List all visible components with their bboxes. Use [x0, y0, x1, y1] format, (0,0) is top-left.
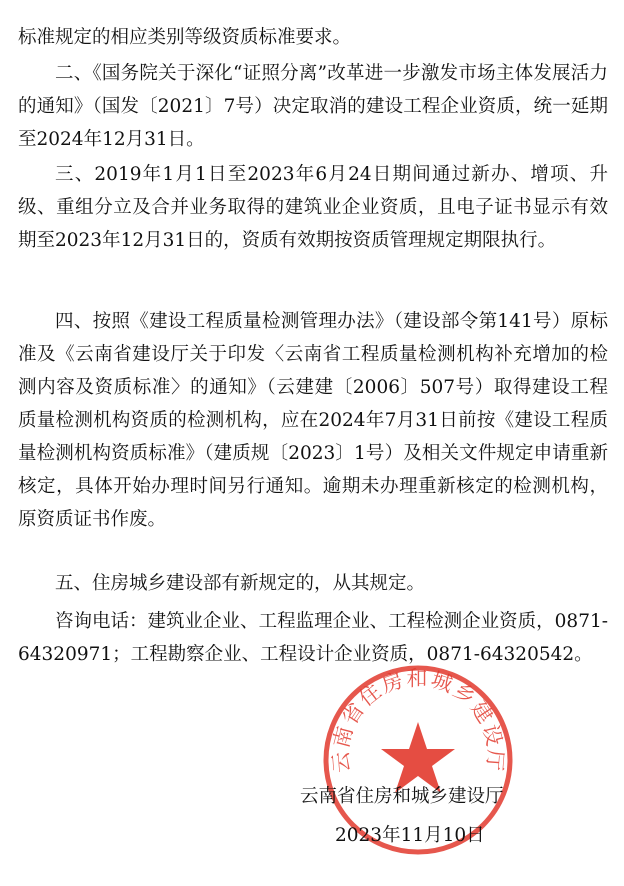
star-icon	[381, 722, 455, 793]
signature-date: 2023年11月10日	[335, 825, 485, 846]
paragraph-continuation: 标准规定的相应类别等级资质标准要求。	[18, 26, 352, 48]
signature-organization: 云南省住房和城乡建设厅	[300, 786, 504, 807]
paragraph-item-2: 二、《国务院关于深化“证照分离”改革进一步激发市场主体发展活力的通知》（国发〔2021〕7号）决定取消的建设工程企业资质，统一延期至2024年12月31日。	[18, 62, 608, 150]
seal-text: 云南省住房和城乡建设厅	[328, 666, 508, 774]
paragraph-item-4: 四、按照《建设工程质量检测管理办法》（建设部令第141号）原标准及《云南省建设厅关于印发〈云南省工程质量检测机构补充增加的检测内容及资质标准〉的通知》（云建建〔2006〕507号）取得建设工程质量检测机构资质的检测机构，应在2024年7月31日前按《建设工程质量检测机构资质标准》（建质规〔2023〕1号）及相关文件规定申请重新核定，具体开始办理时间另行通知。逾期未办理重新核定的检测机构，原资质证书作废。	[18, 310, 608, 530]
paragraph-item-5: 五、住房城乡建设部有新规定的，从其规定。	[55, 572, 426, 594]
paragraph-item-3: 三、2019年1月1日至2023年6月24日期间通过新办、增项、升级、重组分立及合并业务取得的建筑业企业资质，且电子证书显示有效期至2023年12月31日的，资质有效期按资质管理规定期限执行。	[18, 163, 608, 251]
contact-phone-paragraph: 咨询电话：建筑业企业、工程监理企业、工程检测企业资质，0871-64320971；工程勘察企业、工程设计企业资质，0871-64320542。	[18, 610, 608, 665]
